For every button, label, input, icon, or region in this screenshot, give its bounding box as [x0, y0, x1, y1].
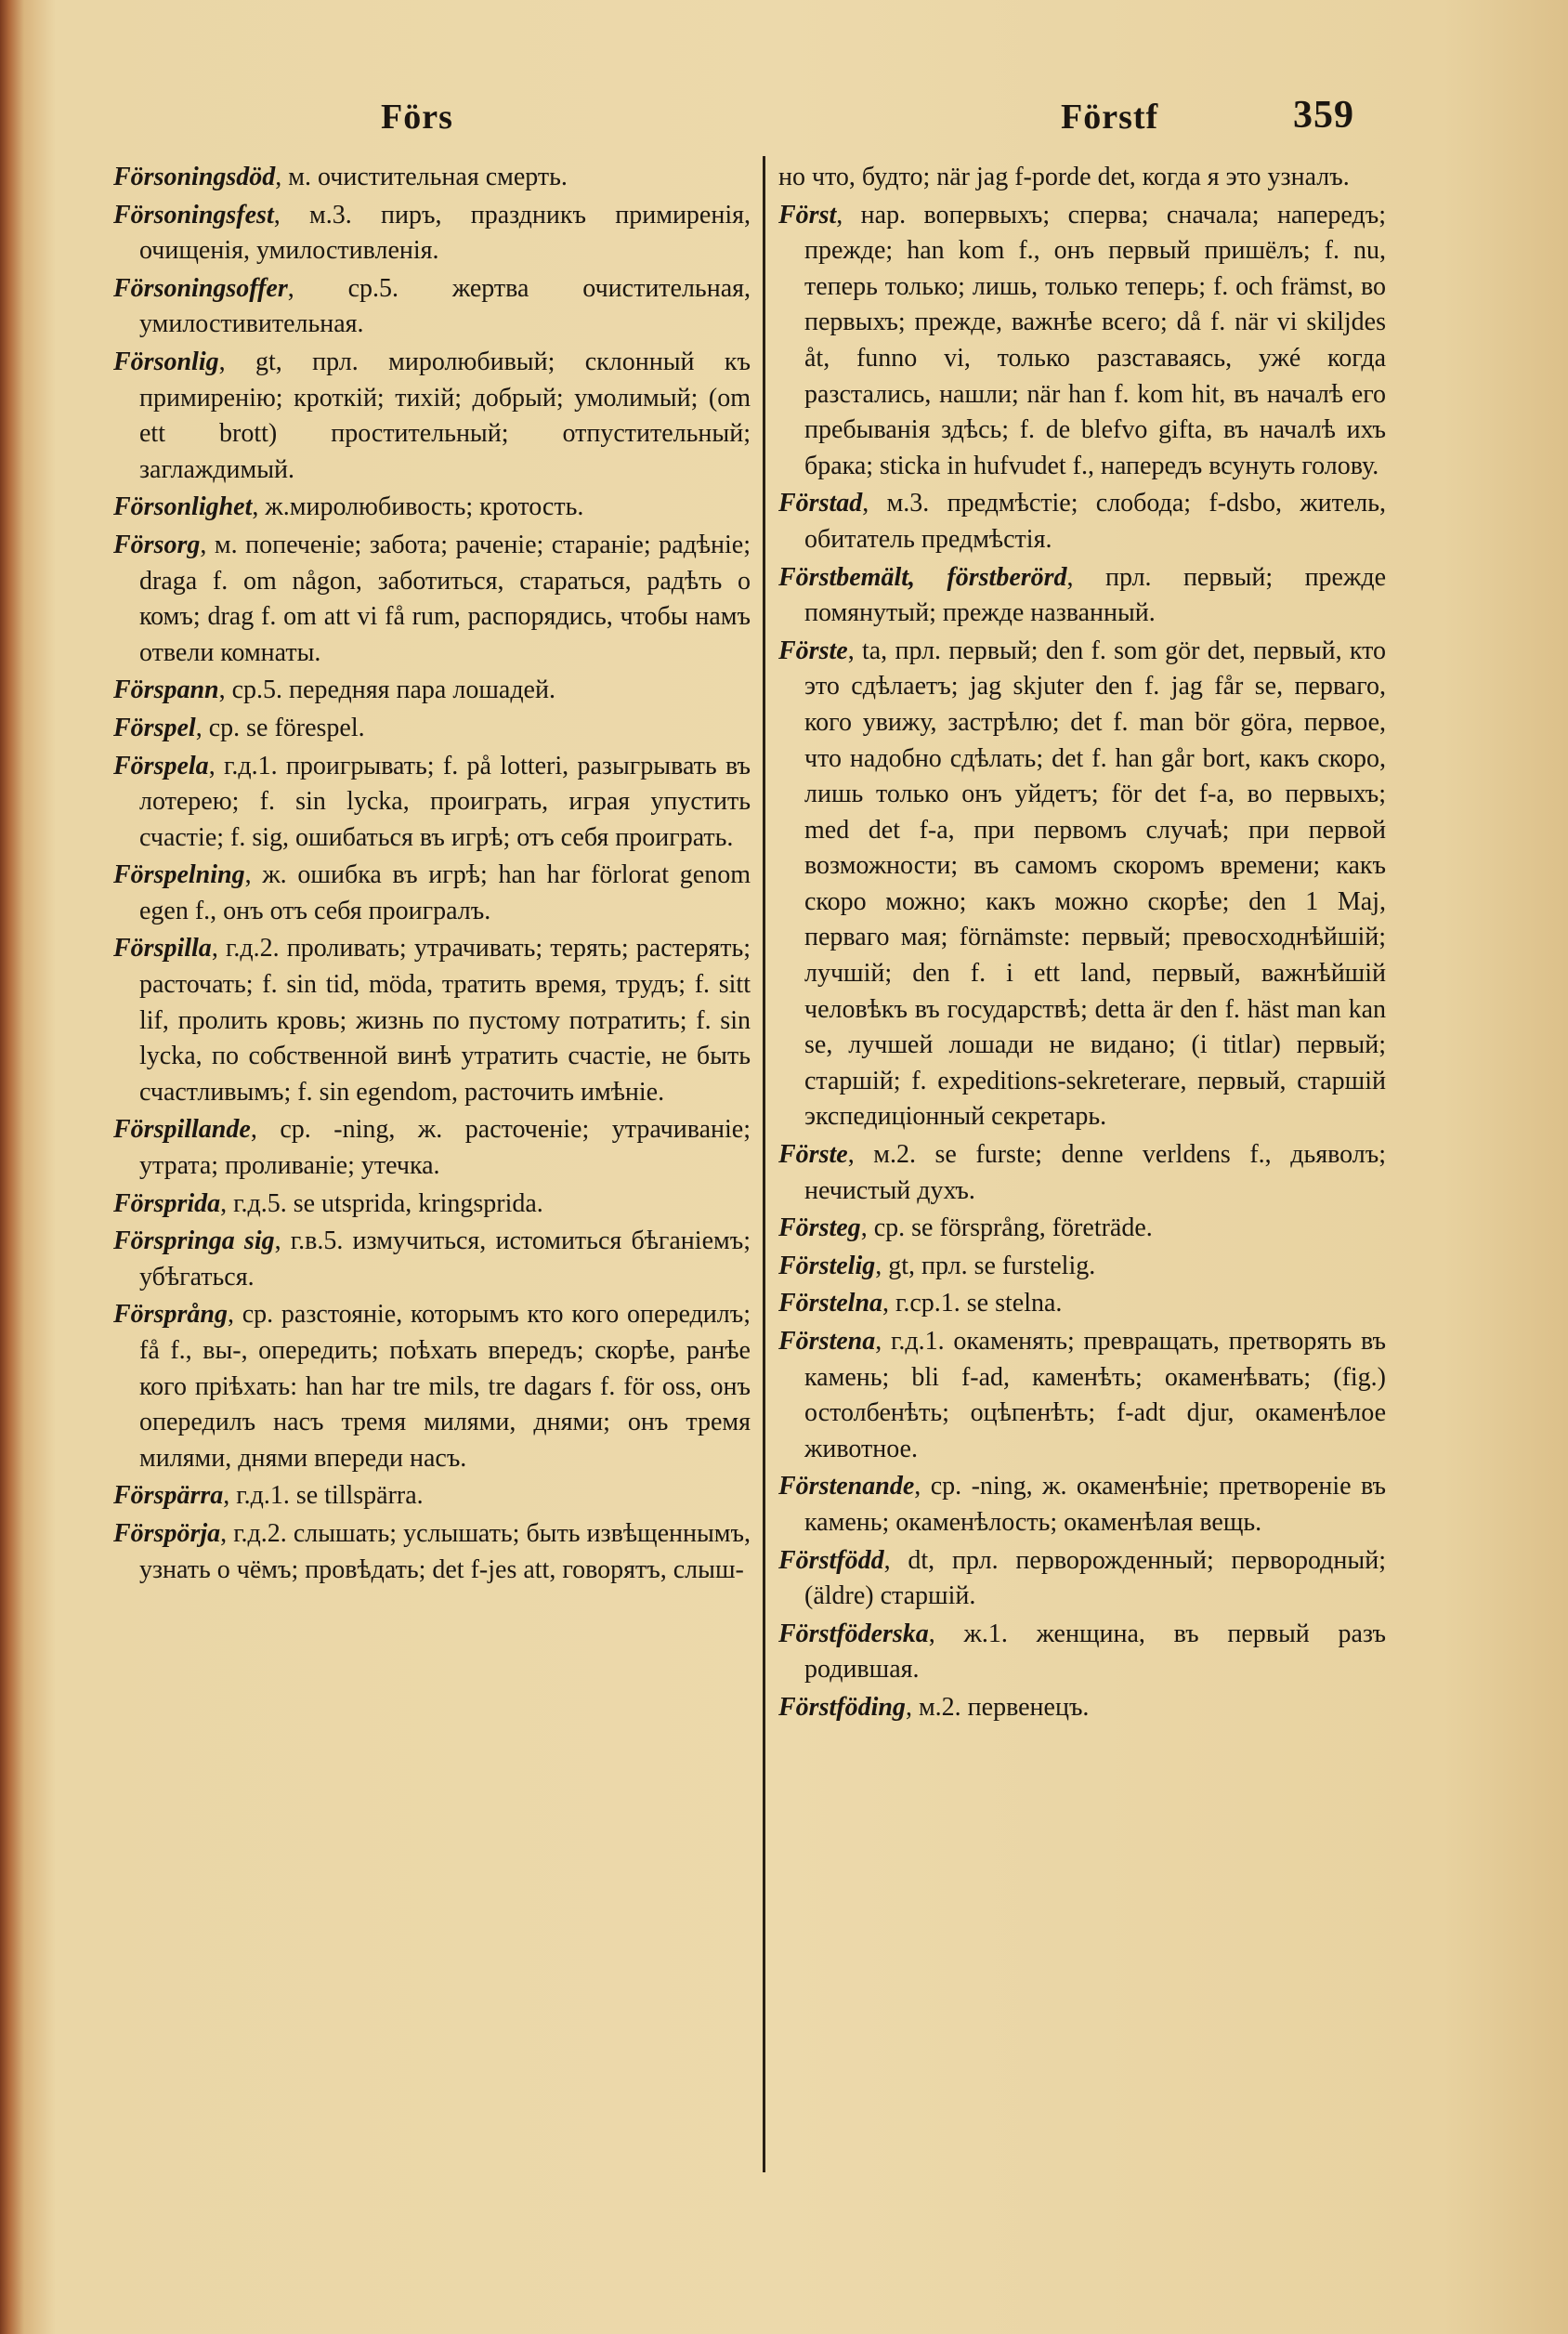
dictionary-entry	[113, 528, 751, 671]
entry-definition: , г.ср.1. se stelna.	[882, 1289, 1063, 1318]
dictionary-entry	[113, 673, 751, 709]
dictionary-entry	[778, 1690, 1386, 1726]
dictionary-entry	[778, 1469, 1386, 1541]
entry-definition: , ср. разстояніе, которымъ кто кого опередилъ; få f., вы-, опередить; поѣхать впередъ; скорѣе, ранѣе кого пріѣхать: han har tre mils, tre dagars f. för oss, онъ опередилъ насъ тремя милями, днями; онъ тремя милями, днями впереди насъ.	[139, 1300, 751, 1473]
dictionary-entry	[113, 345, 751, 488]
entry-headword: Förspringa sig	[113, 1226, 275, 1256]
dictionary-entry	[113, 1187, 751, 1223]
entry-headword: Förstfödd	[778, 1545, 884, 1575]
entry-definition: , г.д.2. проливать; утрачивать; терять; растерять; расточать; f. sin tid, möda, тратить время, трудъ; f. sitt lif, пролить кровь; жизнь по пустому потратить; f. sin lycka, по собственной винѣ утратить счастіе, не быть счастливымъ; f. sin egendom, расточить имѣніе.	[139, 934, 751, 1107]
entry-headword: Förspelning	[113, 860, 245, 890]
entry-definition: , г.д.1. проигрывать; f. på lotteri, разыгрывать въ лотерею; f. sin lycka, проиграть, играя упустить счастіе; f. sig, ошибаться въ игрѣ; отъ себя проиграть.	[139, 751, 751, 852]
dictionary-entry	[778, 160, 1386, 196]
dictionary-entry	[778, 634, 1386, 1135]
entry-definition: , м.3. пиръ, праздникъ примиренія, очищенія, умилостивленія.	[139, 200, 751, 266]
entry-definition: , ср.5. жертва очистительная, умилостивительная.	[139, 273, 751, 339]
entry-headword: Förstföderska	[778, 1619, 929, 1648]
dictionary-entry	[778, 1249, 1386, 1285]
dictionary-entry	[113, 1478, 751, 1514]
entry-headword: Förste	[778, 636, 848, 665]
dictionary-entry	[113, 198, 751, 269]
column-divider	[763, 156, 765, 2172]
dictionary-entry	[113, 1297, 751, 1476]
entry-definition: , м.2. первенецъ.	[905, 1692, 1090, 1722]
entry-definition: , нар. вопервыхъ; сперва; сначала; напередъ; прежде; han kom f., онъ первый пришёлъ; f. nu, теперь только; лишь, только теперь; f. och främst, во первыхъ; прежде, важнѣе всего; då f. när vi skiljdes åt, funno vi, только разставаясь, ужé когда разстались, нашли; när han f. kom hit, въ началѣ его пребыванія здѣсь; f. de blefvo gifta, въ началѣ ихъ брака; sticka in hufvudet f., напередъ всунуть голову.	[804, 200, 1386, 480]
entry-definition: , ср.5. передняя пара лошадей.	[218, 675, 555, 705]
entry-headword: Förstelna	[778, 1289, 883, 1318]
entry-definition: , dt, прл. перворожденный; первородный; (äldre) старшій.	[804, 1545, 1386, 1611]
entry-headword: Försoningsoffer	[113, 273, 288, 303]
entry-definition: , gt, прл. se furstelig.	[875, 1251, 1096, 1280]
running-head-right: Förstf	[1061, 98, 1159, 137]
entry-definition: , г.в.5. измучиться, истомиться бѣганіемъ; убѣгаться.	[139, 1226, 751, 1292]
entry-definition: , г.д.5. se utsprida, kringsprida.	[220, 1188, 543, 1218]
dictionary-entry	[778, 1617, 1386, 1688]
dictionary-entry	[113, 858, 751, 929]
entry-definition: , ta, прл. первый; den f. som gör det, первый, кто это сдѣлаетъ; jag skjuter den f. jag får se, перваго, кого увижу, застрѣлю; det f. man bör göra, первое, что надобно сдѣлать; det f. han går bort, какъ скоро, лишь только онъ уйдетъ; för det f-a, во первыхъ; med det f-a, при первомъ случаѣ; при первой возможности; въ самомъ скоромъ времени; какъ скоро можно; какъ можно скорѣе; den 1 Maj, перваго мая; förnämste: первый; превосходнѣйшій; лучшій; den f. i ett land, первый, важнѣйшій человѣкъ въ государствѣ; detta är den f. häst man kan se, лучшей лошади не видано; (i titlar) первый; старшій; f. expeditions-sekreterare, первый, старшій экспедиціонный секретарь.	[804, 636, 1386, 1132]
entry-definition: , г.д.2. слышать; услышать; быть извѣщеннымъ, узнать о чёмъ; провѣдать; det f-jes att, говорятъ, слыш-	[139, 1518, 751, 1584]
left-column	[113, 160, 751, 1590]
entry-headword: Försonlig	[113, 347, 219, 376]
entry-definition: , м. очистительная смерть.	[275, 163, 568, 191]
entry-definition: , м.2. se furste; denne verldens f., дьяволъ; нечистый духъ.	[804, 1140, 1386, 1205]
entry-definition: , м.3. предмѣстіе; слобода; f-dsbo, житель, обитатель предмѣстія.	[804, 489, 1386, 554]
entry-definition: но что, будто; när jag f-porde det, когда я это узналъ.	[778, 163, 1350, 191]
entry-headword: Förspela	[113, 751, 209, 780]
entry-headword: Försoningsdöd	[113, 163, 276, 191]
dictionary-entry	[113, 1112, 751, 1184]
entry-headword: Först	[778, 200, 837, 229]
entry-headword: Förstenande	[778, 1472, 915, 1501]
entry-definition: , ж.1. женщина, въ первый разъ родившая.	[804, 1619, 1386, 1685]
dictionary-entry	[113, 749, 751, 857]
entry-definition: , ср. -ning, ж. окаменѣніе; претвореніе въ камень; окаменѣлость; окаменѣлая вещь.	[804, 1472, 1386, 1537]
dictionary-entry	[778, 1286, 1386, 1322]
entry-definition: , г.д.1. окаменять; превращать, претворять въ камень; bli f-ad, каменѣть; окаменѣвать; (fig.) остолбенѣть; оцѣпенѣть; f-adt djur, окаменѣлое животное.	[804, 1327, 1386, 1463]
running-head-left: Förs	[381, 98, 453, 137]
entry-headword: Förspilla	[113, 934, 212, 964]
entry-headword: Förste	[778, 1140, 848, 1170]
entry-headword: Förstbemält, förstberörd	[778, 562, 1067, 592]
dictionary-entry	[778, 1137, 1386, 1209]
entry-definition: , г.д.1. se tillspärra.	[223, 1481, 424, 1511]
entry-definition: , прл. первый; прежде помянутый; прежде названный.	[804, 562, 1386, 628]
entry-definition: , gt, прл. миролюбивый; склонный къ примиренію; кроткій; тихій; добрый; умолимый; (om ett brott) простительный; отпустительный; заглаждимый.	[139, 347, 751, 484]
dictionary-entry	[113, 711, 751, 747]
entry-headword: Förspillande	[113, 1115, 251, 1145]
entry-headword: Försonlighet	[113, 492, 253, 522]
dictionary-entry	[778, 198, 1386, 485]
entry-headword: Försteg	[778, 1213, 861, 1243]
dictionary-entry	[778, 1324, 1386, 1467]
entry-headword: Försprida	[113, 1188, 221, 1218]
entry-headword: Försorg	[113, 530, 201, 559]
entry-headword: Förstföding	[778, 1692, 906, 1722]
entry-headword: Försprång	[113, 1300, 228, 1330]
dictionary-entry	[778, 486, 1386, 557]
dictionary-entry	[778, 1211, 1386, 1247]
dictionary-entry	[113, 1516, 751, 1588]
dictionary-entry	[778, 1543, 1386, 1615]
page-number: 359	[1293, 94, 1354, 137]
dictionary-entry	[113, 271, 751, 343]
entry-headword: Försoningsfest	[113, 200, 274, 229]
dictionary-entry	[778, 560, 1386, 632]
entry-headword: Förspann	[113, 675, 219, 705]
right-column	[778, 160, 1386, 1728]
entry-definition: , ср. se förespel.	[195, 713, 365, 742]
entry-definition: , м. попеченіе; забота; раченіе; стараніе; радѣніе; draga f. om någon, заботиться, стараться, радѣть о комъ; drag f. om att vi få rum, распорядись, чтобы намъ отвели комнаты.	[139, 530, 751, 667]
entry-headword: Förspörja	[113, 1518, 221, 1548]
entry-headword: Förstelig	[778, 1251, 876, 1280]
entry-headword: Förspärra	[113, 1481, 224, 1511]
dictionary-entry	[113, 490, 751, 526]
dictionary-entry	[113, 160, 751, 196]
entry-headword: Förstad	[778, 489, 863, 518]
dictionary-entry	[113, 1224, 751, 1295]
entry-definition: , ср. -ning, ж. расточеніе; утрачиваніе; утрата; проливаніе; утечка.	[139, 1115, 751, 1181]
entry-definition: , ср. se försprång, företräde.	[860, 1213, 1153, 1243]
entry-headword: Förspel	[113, 713, 196, 742]
entry-headword: Förstena	[778, 1327, 876, 1356]
entry-definition: , ж. ошибка въ игрѣ; han har förlorat genom egen f., онъ отъ себя проигралъ.	[139, 860, 751, 925]
dictionary-entry	[113, 931, 751, 1110]
entry-definition: , ж.миролюбивость; кротость.	[252, 492, 584, 522]
